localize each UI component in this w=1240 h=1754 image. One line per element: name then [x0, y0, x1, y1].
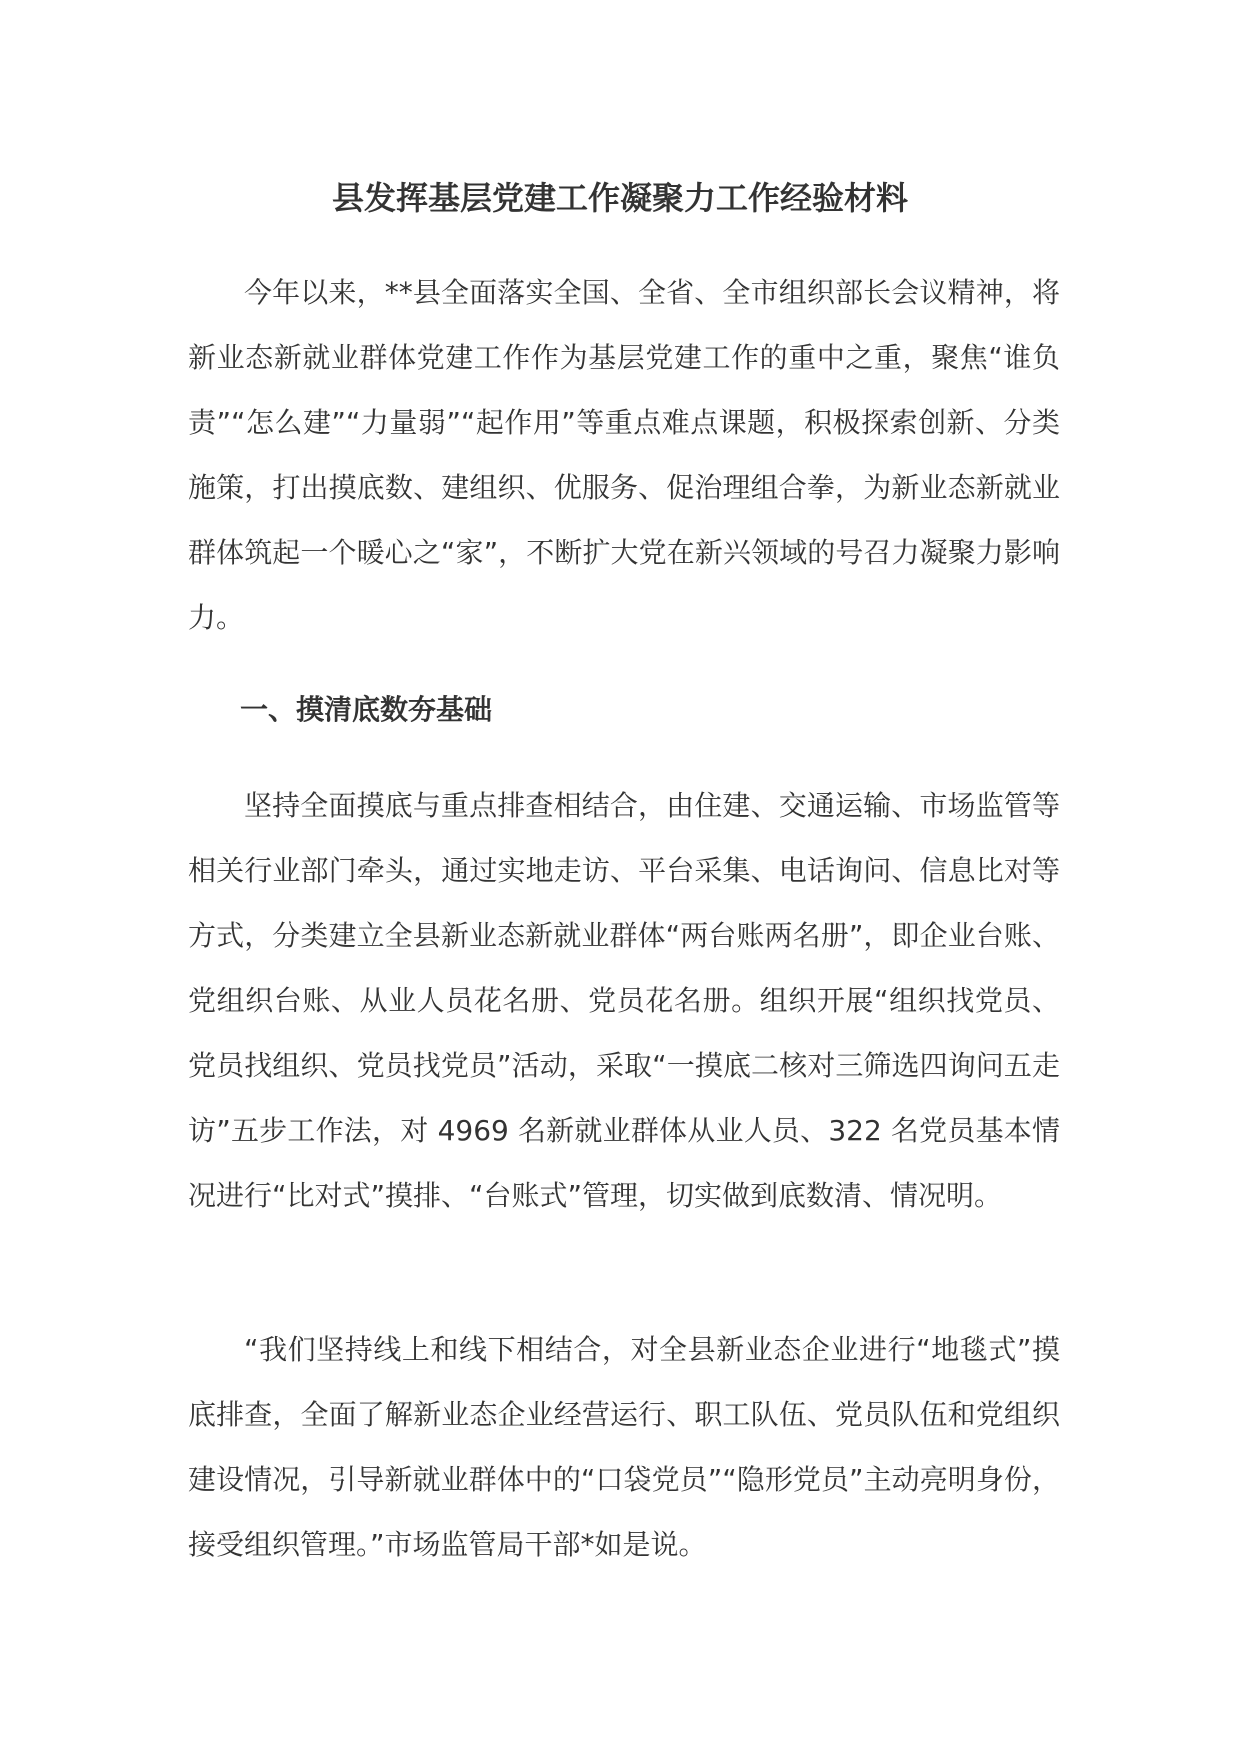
section-paragraph: 坚持全面摸底与重点排查相结合，由住建、交通运输、市场监管等相关行业部门牵头，通过实地走访、平台采集、电话询问、信息比对等方式，分类建立全县新业态新就业群体“两台账两名册”，即企业台账、党组织台账、从业人员花名册、党员花名册。组织开展“组织找党员、党员找组织、党员找党员”活动，采取“一摸底二核对三筛选四询问五走访”五步工作法，对 4969 名新就业群体从业人员、322 名党员基本情况进行“比对式”摸排、“台账式”管理，切实做到底数清、情况明。 [188, 789, 1060, 1212]
quote-paragraph: “我们坚持线上和线下相结合，对全县新业态企业进行“地毯式”摸底排查，全面了解新业态企业经营运行、职工队伍、党员队伍和党组织建设情况，引导新就业群体中的“口袋党员”“隐形党员”主动亮明身份，接受组织管理。”市场监管局干部*如是说。 [188, 1333, 1060, 1561]
intro-paragraph: 今年以来，**县全面落实全国、全省、全市组织部长会议精神，将新业态新就业群体党建工作作为基层党建工作的重中之重，聚焦“谁负责”“怎么建”“力量弱”“起作用”等重点难点课题，积极探索创新、分类施策，打出摸底数、建组织、优服务、促治理组合拳，为新业态新就业群体筑起一个暖心之“家”，不断扩大党在新兴领域的号召力凝聚力影响力。 [188, 276, 1060, 634]
document-title: 县发挥基层党建工作凝聚力工作经验材料 [331, 179, 908, 217]
section-heading: 一、摸清底数夯基础 [240, 693, 493, 726]
